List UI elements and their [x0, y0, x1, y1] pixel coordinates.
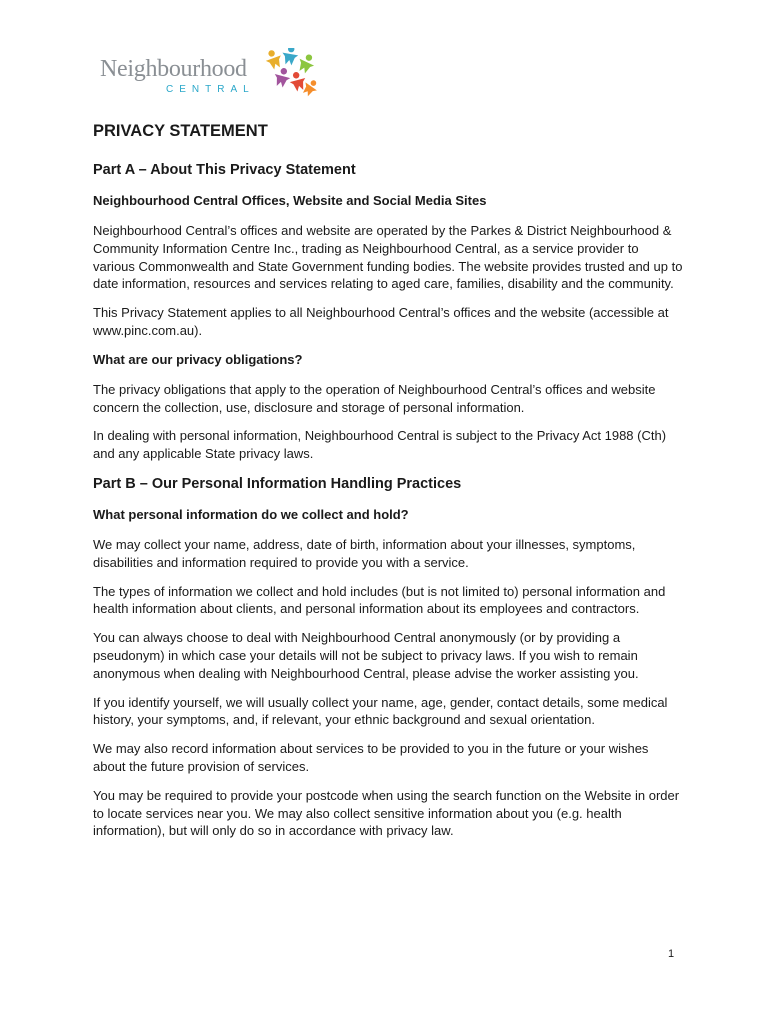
- part-a-paragraph-2: This Privacy Statement applies to all Neighbourhood Central’s offices and the website (accessible at www.pinc.com.au).: [93, 305, 669, 338]
- page-number: 1: [668, 948, 675, 960]
- part-a-paragraph-4: In dealing with personal information, Neighbourhood Central is subject to the Privacy Act 1988 (Cth) and any applicable State privacy laws.: [93, 428, 667, 462]
- logo-wordmark: Neighbourhood: [100, 56, 247, 82]
- part-a-paragraph-3: The privacy obligations that apply to the operation of Neighbourhood Central’s offices and website concern the collection, use, disclosure and storage of personal information.: [93, 381, 656, 415]
- people-figures-icon: [260, 48, 320, 104]
- figure-green: [295, 51, 318, 75]
- part-a-subheading-offices: Neighbourhood Central Offices, Website and Social Media Sites: [93, 193, 487, 208]
- part-b-paragraph-5: We may also record information about services to be provided to you in the future or your wishes about the future provision of services.: [93, 741, 649, 774]
- part-b-paragraph-1: We may collect your name, address, date of birth, information about your illnesses, symptoms, disabilities and information required to provide you with a service.: [93, 536, 636, 570]
- part-b-paragraph-2: The types of information we collect and hold includes (but is not limited to) personal information and health information about clients, and personal information about its employees and contractors.: [93, 583, 666, 617]
- neighbourhood-central-logo: [100, 48, 330, 108]
- figure-blue: [281, 48, 300, 66]
- figure-purple: [272, 66, 292, 89]
- part-a-heading: Part A – About This Privacy Statement: [93, 162, 356, 178]
- logo-subtitle: CENTRAL: [166, 84, 255, 95]
- part-b-paragraph-6: You may be required to provide your postcode when using the search function on the Website in order to locate services near you. We may also collect sensitive information about you (e.g. health information), but will only do so in accordance with privacy law.: [93, 787, 680, 839]
- part-a-subheading-obligations: What are our privacy obligations?: [93, 351, 303, 367]
- part-b-paragraph-3: You can always choose to deal with Neighbourhood Central anonymously (or by providing a pseudonym) in which case your details will not be subject to privacy laws. If you wish to remain anonymous when dealing with Neighbourhood Central, please advise the worker assisting you.: [93, 630, 639, 681]
- document-title: PRIVACY STATEMENT: [93, 122, 268, 140]
- figure-yellow: [263, 48, 285, 71]
- part-b-paragraph-4: If you identify yourself, we will usually collect your name, age, gender, contact details, some medical history, your symptoms, and, if relevant, your ethnic background and sexual orientation.: [93, 694, 668, 728]
- part-b-subheading-collect: What personal information do we collect and hold?: [93, 506, 409, 522]
- part-a-paragraph-1: Neighbourhood Central’s offices and website are operated by the Parkes & District Neighbourhood & Community Information Centre Inc., trading as Neighbourhood Central, as a service provider to various Commonwealth and State Government funding bodies. The website provides trusted and up to date information, resources and services relating to aged care, families, disability and the community.: [93, 223, 683, 292]
- part-b-heading: Part B – Our Personal Information Handling Practices: [93, 475, 462, 492]
- document-body: [93, 120, 683, 851]
